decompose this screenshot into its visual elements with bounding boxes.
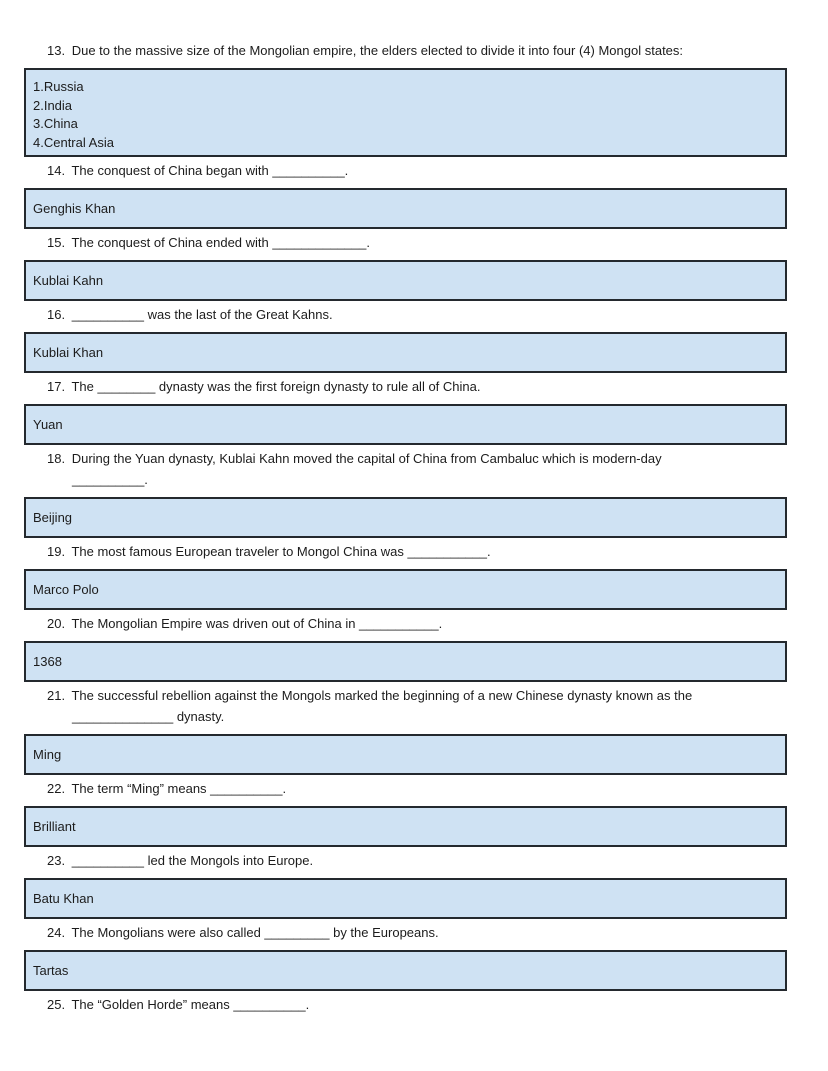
answer-21-text: Ming [33, 747, 62, 762]
answer-15-text: Kublai Kahn [33, 273, 104, 288]
answer-18-text: Beijing [33, 510, 73, 525]
question-15-text: The conquest of China ended with _____________. [71, 235, 370, 250]
question-19-number: 19. [47, 544, 66, 559]
question-17-text: The ________ dynasty was the first foreign dynasty to rule all of China. [71, 379, 481, 394]
question-23-text: __________ led the Mongols into Europe. [71, 853, 314, 868]
question-23-number: 23. [47, 853, 66, 868]
question-24-number: 24. [47, 925, 66, 940]
question-22-number: 22. [47, 781, 66, 796]
answer-box-14[interactable] [24, 188, 787, 229]
question-18-text-line-2: __________. [72, 472, 148, 487]
answer-19-text: Marco Polo [33, 582, 99, 597]
question-19-text: The most famous European traveler to Mongol China was ___________. [71, 544, 491, 559]
question-21-text: The successful rebellion against the Mongols marked the beginning of a new Chinese dynasty known as the [71, 688, 693, 703]
answer-box-20[interactable] [24, 641, 787, 682]
question-22-text: The term “Ming” means __________. [71, 781, 287, 796]
question-16-number: 16. [47, 307, 66, 322]
question-14-number: 14. [47, 163, 66, 178]
question-14 [0, 160, 828, 181]
question-17-number: 17. [47, 379, 66, 394]
answer-13-line-2: 2.India [33, 97, 73, 113]
answer-box-22[interactable] [24, 806, 787, 847]
question-25-text: The “Golden Horde” means __________. [71, 997, 310, 1012]
question-24-text: The Mongolians were also called _________ by the Europeans. [71, 925, 439, 940]
question-21 [0, 685, 828, 727]
answer-box-16[interactable] [24, 332, 787, 373]
question-20-text: The Mongolian Empire was driven out of China in ___________. [71, 616, 443, 631]
question-20-number: 20. [47, 616, 66, 631]
question-23 [0, 850, 828, 871]
answer-22-text: Brilliant [33, 819, 76, 834]
answer-23-text: Batu Khan [33, 891, 94, 906]
answer-14-text: Genghis Khan [33, 201, 116, 216]
answer-24-text: Tartas [33, 963, 69, 978]
answer-box-21[interactable] [24, 734, 787, 775]
answer-box-24[interactable] [24, 950, 787, 991]
answer-13-line-4: 4.Central Asia [33, 134, 114, 150]
answer-box-13[interactable] [24, 68, 787, 157]
question-16-text: __________ was the last of the Great Kahns. [71, 307, 333, 322]
question-25-number: 25. [47, 997, 66, 1012]
answer-13-line-3: 3.China [33, 116, 78, 132]
question-13-text: Due to the massive size of the Mongolian empire, the elders elected to divide it into four (4) Mongol states: [71, 43, 684, 58]
question-21-number: 21. [47, 688, 66, 703]
question-18 [0, 448, 828, 490]
question-25 [0, 994, 828, 1015]
question-15 [0, 232, 828, 253]
answer-20-text: 1368 [33, 654, 62, 669]
answer-16-text: Kublai Khan [33, 345, 104, 360]
question-18-number: 18. [47, 451, 66, 466]
answer-box-18[interactable] [24, 497, 787, 538]
answer-box-15[interactable] [24, 260, 787, 301]
question-19 [0, 541, 828, 562]
question-15-number: 15. [47, 235, 66, 250]
question-24 [0, 922, 828, 943]
question-21-text-line-2: ______________ dynasty. [72, 709, 225, 724]
question-16 [0, 304, 828, 325]
question-13-number: 13. [47, 43, 66, 58]
answer-17-text: Yuan [33, 417, 63, 432]
answer-box-23[interactable] [24, 878, 787, 919]
question-13 [0, 40, 828, 61]
question-17 [0, 376, 828, 397]
question-14-text: The conquest of China began with __________. [71, 163, 349, 178]
answer-box-19[interactable] [24, 569, 787, 610]
answer-box-17[interactable] [24, 404, 787, 445]
answer-13-line-1: 1.Russia [33, 79, 84, 94]
question-22 [0, 778, 828, 799]
question-18-text: During the Yuan dynasty, Kublai Kahn moved the capital of China from Cambaluc which is modern-day [71, 451, 662, 466]
question-20 [0, 613, 828, 634]
